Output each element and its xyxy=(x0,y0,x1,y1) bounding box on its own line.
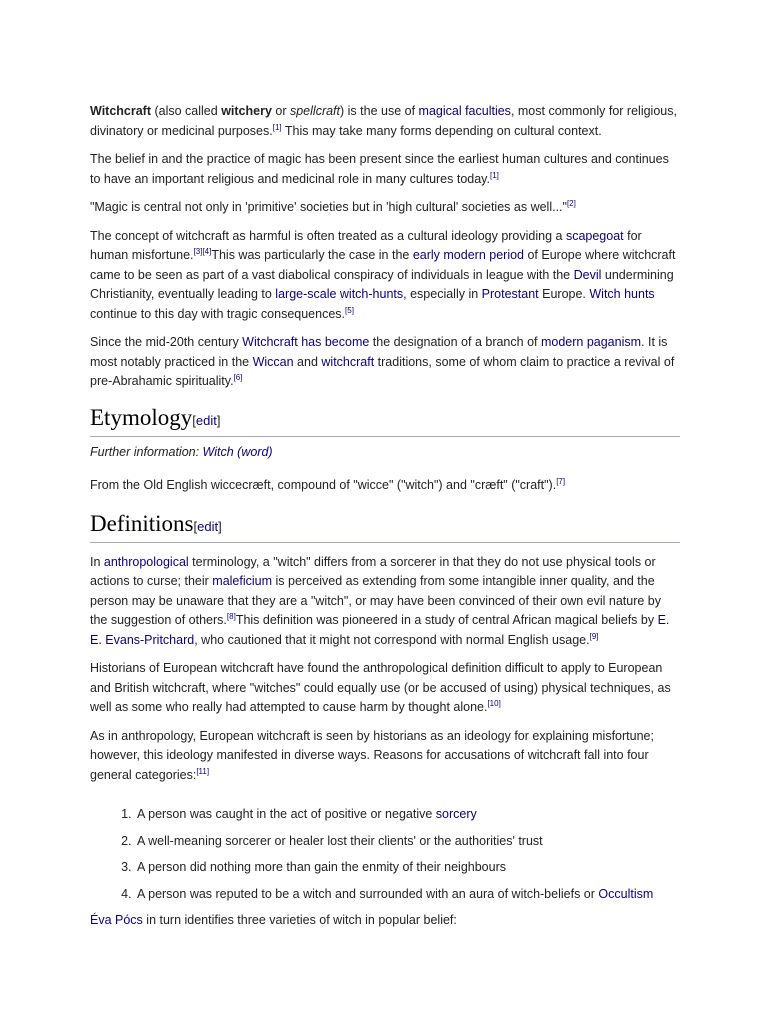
text: Historians of European witchcraft have found the anthropological definition difficult to apply to European and British witchcraft, where "witches" could equally use (or be accused of using) physical techniques, as well as some who really had attempted to cause harm by thought alone. xyxy=(90,661,671,714)
list-item xyxy=(135,885,680,905)
edit-link-etymology[interactable]: edit xyxy=(195,412,217,428)
text: , who cautioned that it might not correspond with normal English usage. xyxy=(194,632,590,647)
citation-11[interactable]: [11] xyxy=(196,766,210,776)
list-item xyxy=(135,858,680,878)
list-item-text: A person was caught in the act of positive or negative xyxy=(137,807,436,821)
text: undermining Christianity, eventually leading to xyxy=(90,267,674,301)
bracket: [ xyxy=(192,412,196,428)
text: From the Old English wiccecræft, compound of "wicce" ("witch") and "cræft" ("craft"). xyxy=(90,478,557,492)
text: The belief in and the practice of magic has been present since the earliest human cultures and continues to have an important religious and medicinal role in many cultures today. xyxy=(90,152,669,186)
link-evans-pritchard[interactable]: E. E. Evans-Pritchard xyxy=(90,613,670,647)
text: , most commonly for religious, divinatory or medicinal purposes. xyxy=(90,104,677,138)
link-sorcery[interactable]: sorcery xyxy=(435,807,477,821)
link-witch-hunts-2[interactable]: Witch hunts xyxy=(589,287,655,301)
definitions-paragraph-2 xyxy=(90,659,680,718)
definitions-paragraph-1 xyxy=(90,553,680,651)
text: In xyxy=(90,554,104,569)
link-wiccan[interactable]: Wiccan xyxy=(252,354,294,369)
text: or xyxy=(271,104,290,118)
text: and xyxy=(293,354,322,369)
quote-text: "Magic is central not only in 'primitive' societies but in 'high cultural' societies as well..." xyxy=(90,200,567,214)
text: This definition was pioneered in a study of central African magical beliefs by xyxy=(235,613,658,627)
link-witchcraft[interactable]: witchcraft xyxy=(321,354,375,369)
intro-paragraph-5 xyxy=(90,333,680,392)
citation-9[interactable]: [9] xyxy=(589,631,599,641)
link-early-modern-period[interactable]: early modern period xyxy=(412,248,524,262)
link-witch-word[interactable]: Witch (word) xyxy=(202,444,273,459)
citation-2[interactable]: [2] xyxy=(566,199,576,208)
etymology-heading xyxy=(90,404,680,437)
intro-paragraph-2 xyxy=(90,150,680,189)
text: terminology, a "witch" differs from a sorcerer in that they do not use physical tools or actions to curse; their xyxy=(90,554,656,588)
text: the designation of a branch of xyxy=(369,335,541,349)
text: Europe. xyxy=(538,287,590,301)
text: , especially in xyxy=(403,287,482,301)
link-witch-hunts[interactable]: large-scale witch-hunts xyxy=(275,287,404,301)
italic-term: spellcraft xyxy=(289,104,341,118)
citation-7[interactable]: [7] xyxy=(556,477,566,486)
citation-10[interactable]: [10] xyxy=(487,699,501,708)
citation-5[interactable]: [5] xyxy=(345,305,354,315)
text: in turn identifies three varieties of witch in popular belief: xyxy=(142,913,457,927)
link-magical-faculties[interactable]: magical faculties xyxy=(418,104,511,118)
citation-8[interactable]: [8] xyxy=(226,612,236,621)
link-occultism[interactable]: Occultism xyxy=(598,886,654,901)
bold-term: Witchcraft xyxy=(90,104,152,118)
link-maleficium[interactable]: maleficium xyxy=(212,574,273,588)
bold-term: witchery xyxy=(221,104,272,118)
citation-1[interactable]: [1] xyxy=(272,122,282,132)
text: The concept of witchcraft as harmful is often treated as a cultural ideology providing a xyxy=(90,228,566,243)
list-item-text: A well-meaning sorcerer or healer lost their clients' or the authorities' trust xyxy=(137,833,543,848)
text: This was particularly the case in the xyxy=(211,248,413,262)
list-item-text: A person was reputed to be a witch and surrounded with an aura of witch-beliefs or xyxy=(137,886,599,901)
text: continue to this day with tragic consequences. xyxy=(90,306,346,321)
link-scapegoat[interactable]: scapegoat xyxy=(565,228,624,243)
accusation-categories-list xyxy=(90,805,680,904)
link-eva-pocs[interactable]: Éva Pócs xyxy=(90,913,143,927)
hatnote-prefix: Further information: xyxy=(90,444,203,459)
hatnote xyxy=(90,443,680,463)
text: . It is most notably practiced in the xyxy=(90,335,668,369)
bracket: ] xyxy=(218,518,222,534)
intro-paragraph-3 xyxy=(90,198,680,218)
edit-section xyxy=(194,519,222,534)
text: As in anthropology, European witchcraft is seen by historians as an ideology for explaining misfortune; however, this ideology manifested in diverse ways. Reasons for accusations of witchcraft fall into four general categories: xyxy=(90,728,654,782)
intro-paragraph-4 xyxy=(90,227,680,325)
text: of Europe where witchcraft came to be seen as part of a vast diabolical conspiracy of individuals in league with the xyxy=(90,248,676,282)
intro-paragraph-1 xyxy=(90,102,680,141)
text: is perceived as extending from some intangible inner quality, and the person may be unaware that they are a "witch", or may have been convinced of their own evil nature by the suggestion of others. xyxy=(90,574,661,627)
definitions-paragraph-4 xyxy=(90,911,680,931)
link-modern-paganism[interactable]: modern paganism xyxy=(540,335,642,349)
definitions-paragraph-3 xyxy=(90,727,680,786)
list-item xyxy=(135,805,680,825)
etymology-paragraph xyxy=(90,476,680,496)
citation-4[interactable]: [4] xyxy=(202,247,212,256)
definitions-heading xyxy=(90,510,680,543)
text: for human misfortune. xyxy=(90,228,642,262)
heading-text: Etymology xyxy=(90,404,193,430)
link-protestant[interactable]: Protestant xyxy=(481,287,539,301)
heading-text: Definitions xyxy=(90,510,194,536)
list-item-text: A person did nothing more than gain the enmity of their neighbours xyxy=(137,860,506,874)
link-devil[interactable]: Devil xyxy=(573,267,602,282)
text: traditions, some of whom claim to practice a revival of pre-Abrahamic spirituality. xyxy=(90,354,675,388)
citation-1[interactable]: [1] xyxy=(489,170,499,180)
text: ) is the use of xyxy=(340,104,419,118)
article-content xyxy=(90,102,680,940)
text: (also called xyxy=(151,104,222,118)
link-anthropological[interactable]: anthropological xyxy=(103,554,189,569)
citation-6[interactable]: [6] xyxy=(233,373,243,382)
text: This may take many forms depending on cultural context. xyxy=(281,123,602,138)
edit-section xyxy=(192,413,220,428)
citation-3[interactable]: [3] xyxy=(193,247,203,256)
text: Since the mid-20th century xyxy=(90,335,243,349)
bracket: ] xyxy=(216,412,221,428)
edit-link-definitions[interactable]: edit xyxy=(197,518,219,534)
bracket: [ xyxy=(193,518,198,534)
list-item xyxy=(135,832,680,852)
link-witchcraft-has-become[interactable]: Witchcraft has become xyxy=(242,335,370,349)
